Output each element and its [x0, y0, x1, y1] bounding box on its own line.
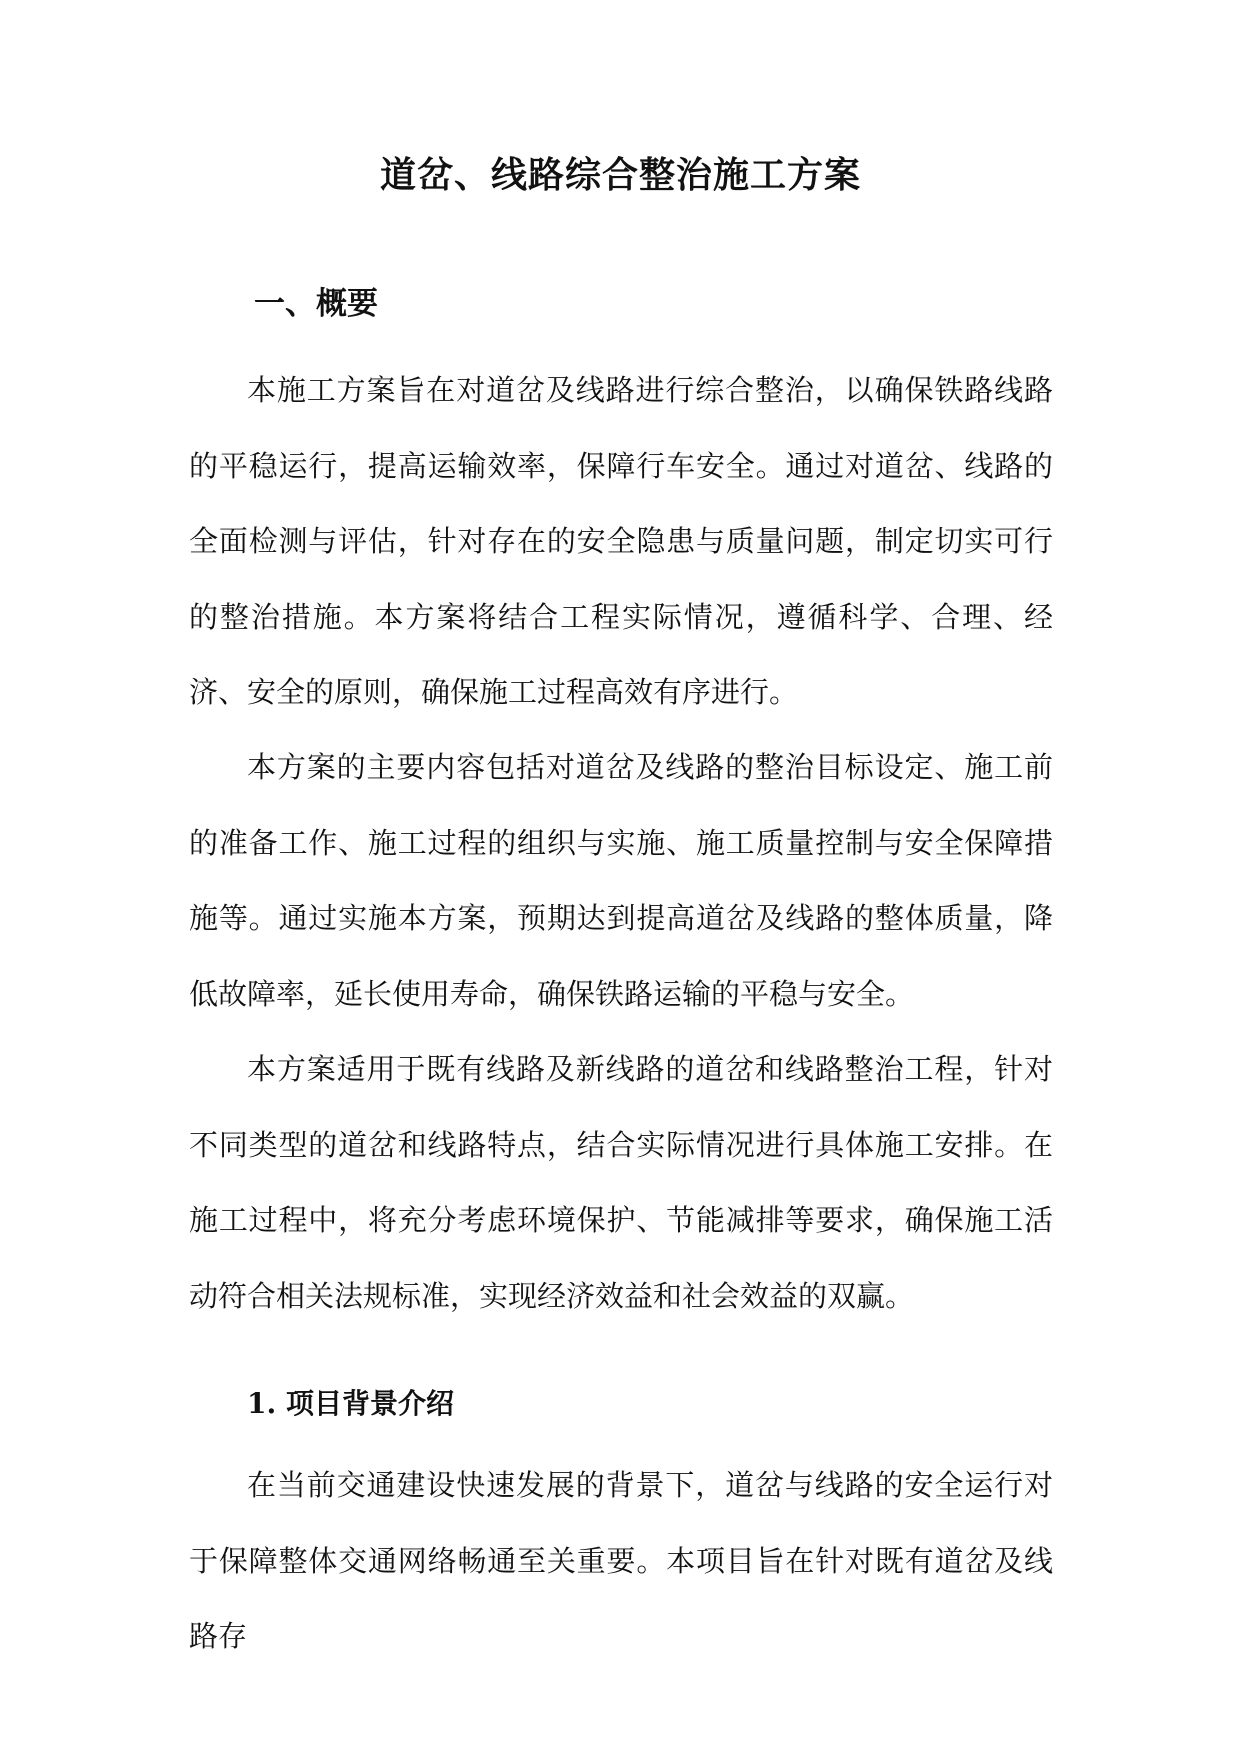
overview-paragraph-1: 本施工方案旨在对道岔及线路进行综合整治，以确保铁路线路的平稳运行，提高运输效率，保障行车安全。通过对道岔、线路的全面检测与评估，针对存在的安全隐患与质量问题，制定切实可行的整治措施。本方案将结合工程实际情况，遵循科学、合理、经济、安全的原则，确保施工过程高效有序进行。 — [189, 373, 1053, 709]
project-background-paragraph-1: 在当前交通建设快速发展的背景下，道岔与线路的安全运行对于保障整体交通网络畅通至关重要。本项目旨在针对既有道岔及线路存 — [189, 1468, 1053, 1653]
document-title: 道岔、线路综合整治施工方案 — [379, 154, 861, 196]
subsection-heading-project-background: 1. 项目背景介绍 — [247, 1387, 454, 1420]
section-heading-overview: 一、概要 — [254, 286, 378, 322]
overview-paragraph-2: 本方案的主要内容包括对道岔及线路的整治目标设定、施工前的准备工作、施工过程的组织与实施、施工质量控制与安全保障措施等。通过实施本方案，预期达到提高道岔及线路的整体质量，降低故障率，延长使用寿命，确保铁路运输的平稳与安全。 — [189, 750, 1053, 1011]
overview-paragraph-3: 本方案适用于既有线路及新线路的道岔和线路整治工程，针对不同类型的道岔和线路特点，结合实际情况进行具体施工安排。在施工过程中，将充分考虑环境保护、节能减排等要求，确保施工活动符合相关法规标准，实现经济效益和社会效益的双赢。 — [189, 1052, 1053, 1313]
